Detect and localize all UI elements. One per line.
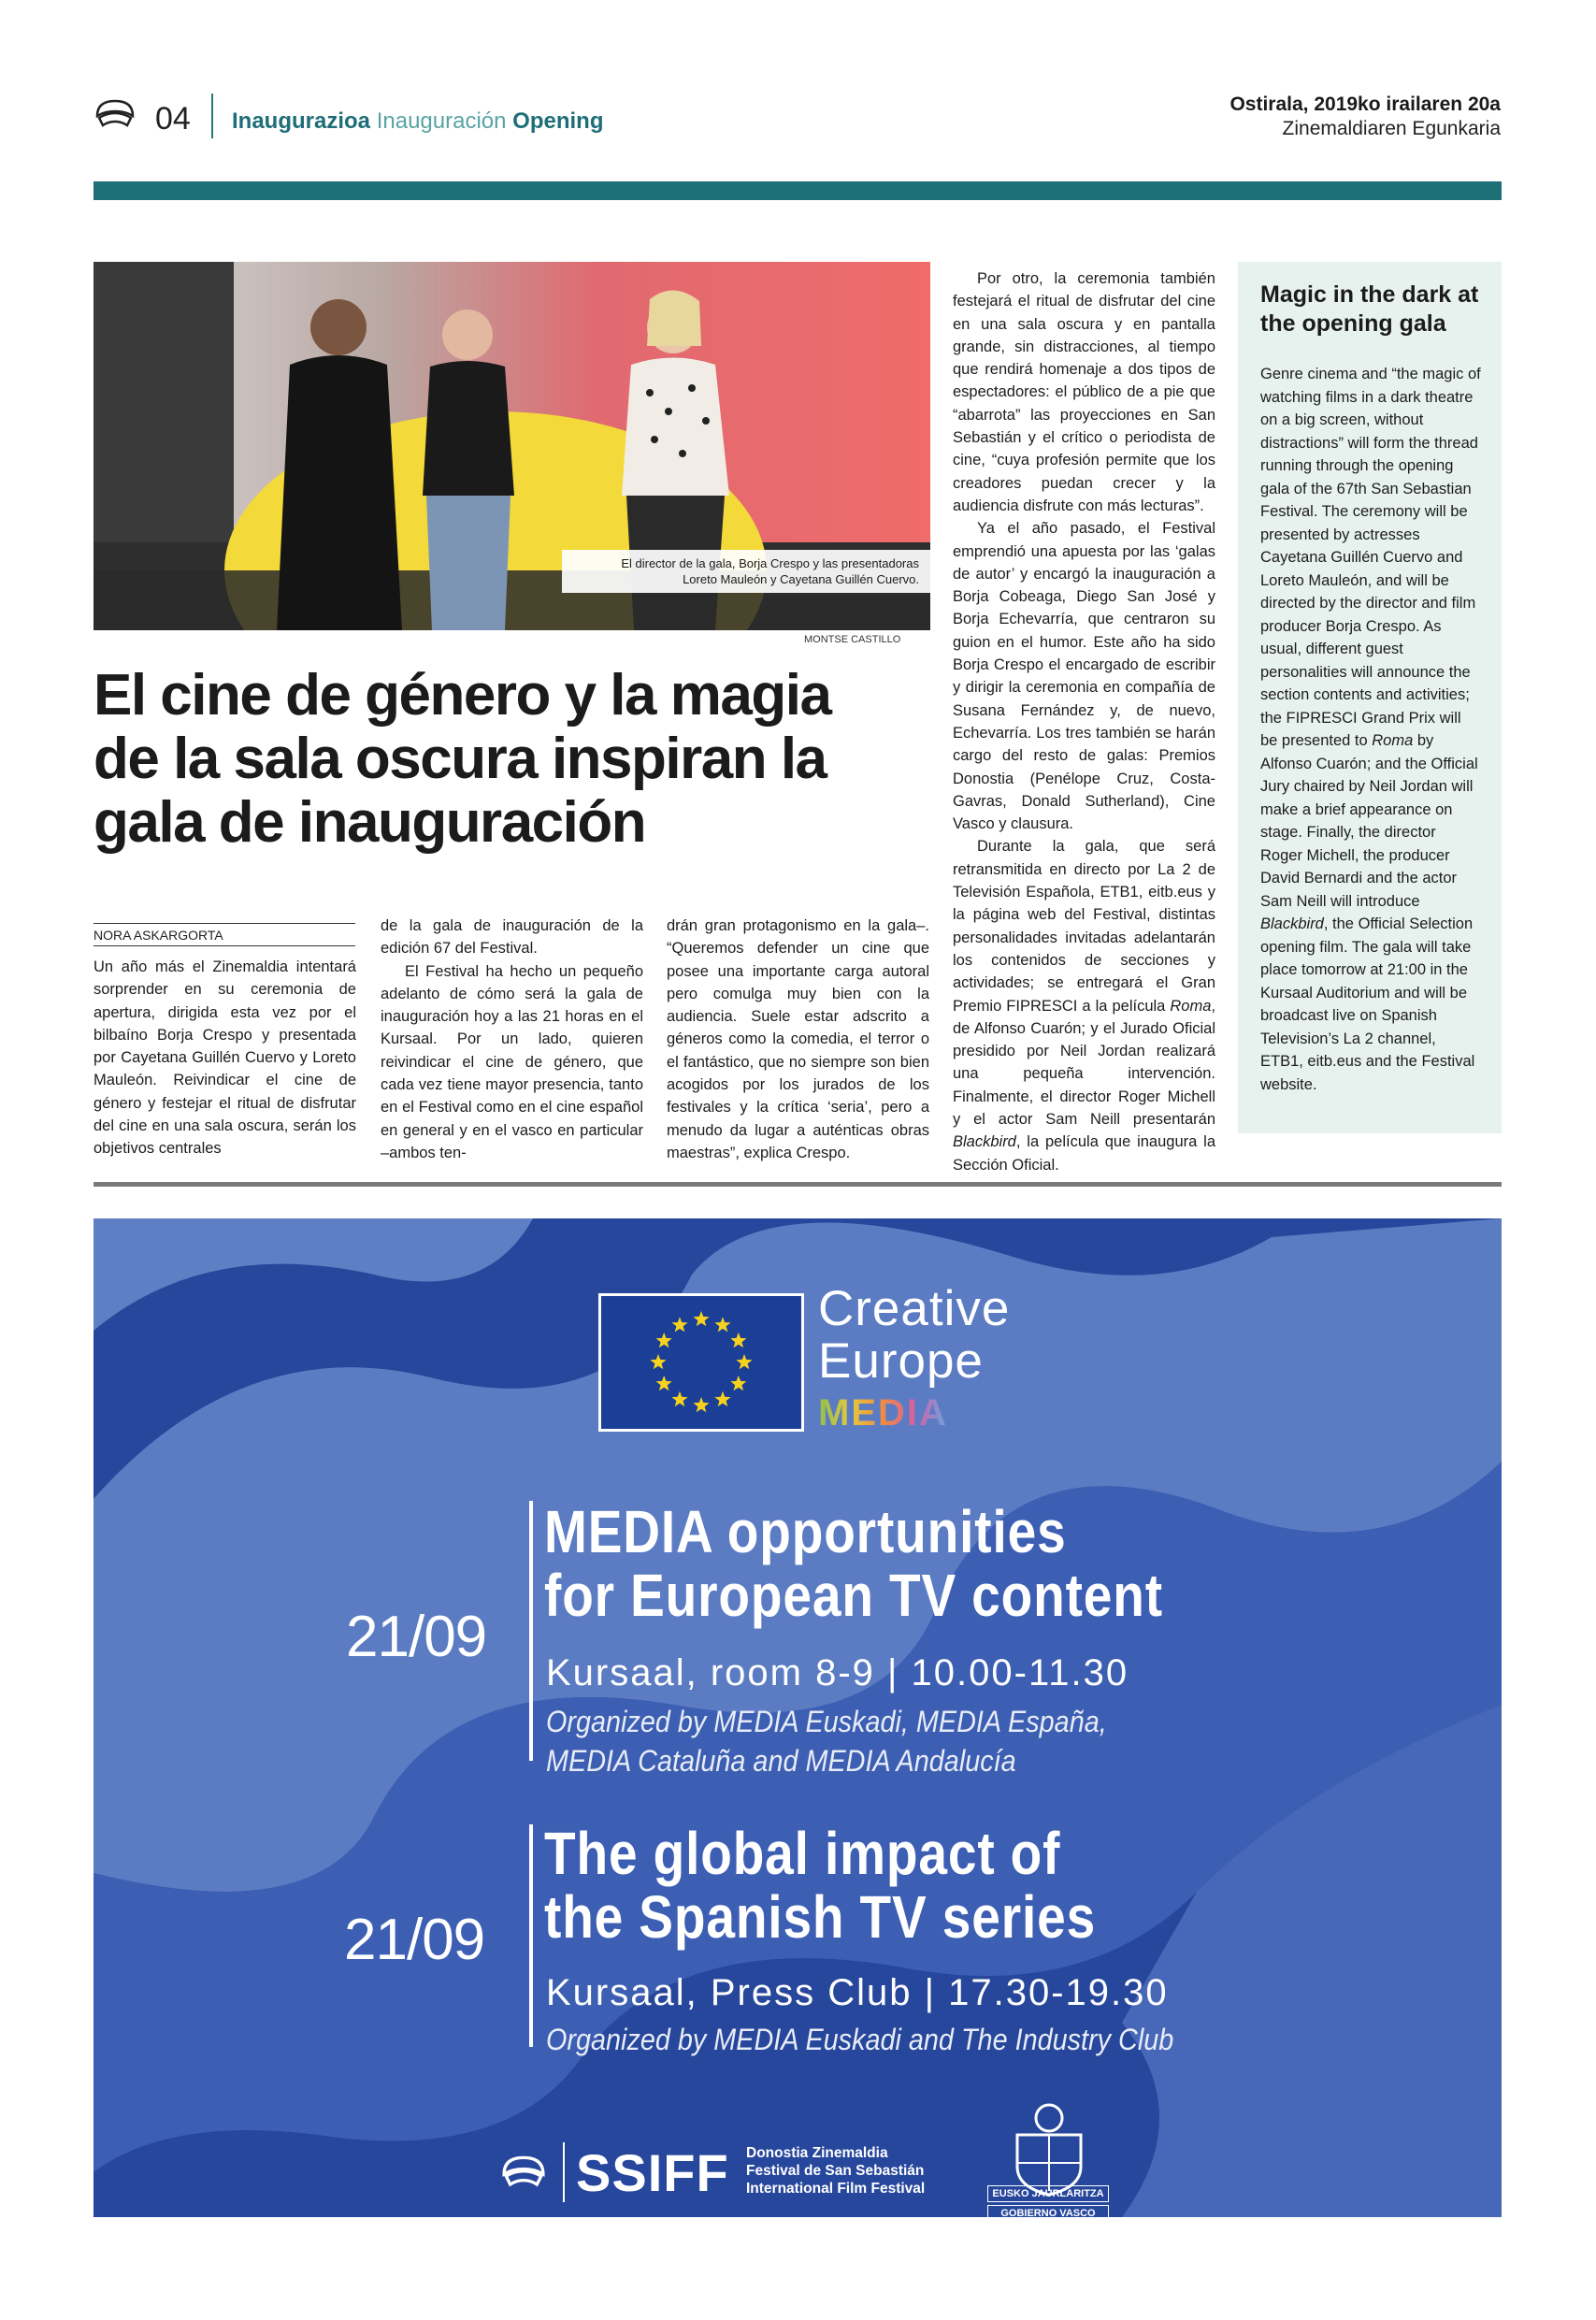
article-column-1 — [93, 956, 356, 1160]
event-2-title-line-1: The global impact of — [544, 1820, 1061, 1887]
event-2-title-line-2: the Spanish TV series — [544, 1883, 1097, 1951]
eu-star-icon — [671, 1391, 687, 1406]
creative-europe-advertisement — [93, 1218, 1502, 2217]
film-title-blackbird: Blackbird — [953, 1133, 1016, 1151]
section-divider — [93, 1182, 1502, 1187]
ssiff-subtitle-3: International Film Festival — [746, 2181, 926, 2197]
section-title — [232, 108, 603, 135]
column-4-para-3 — [953, 835, 1215, 1175]
ssiff-subtitle-2: Festival de San Sebastián — [746, 2163, 925, 2179]
summary-text — [1260, 363, 1481, 1096]
column-4-para-1: Por otro, la ceremonia también festejará el ritual de disfrutar del cine en una sala oscura y en pantalla grande, sin distracciones, al tiempo que rendirá homenaje a dos tipos de espectadores: el público de a pie que “abarrota” las proyecciones en San Sebastián y el crítico o periodista de cine, “cuya profesión permite que los creadores puedan crecer y la audiencia disfrute con más lecturas”. — [953, 270, 1215, 514]
summary-film-blackbird: Blackbird — [1260, 915, 1324, 932]
eu-star-icon — [650, 1354, 666, 1369]
basque-government-label-eu: EUSKO JAURLARITZA — [987, 2185, 1109, 2202]
article-column-2 — [381, 915, 643, 1164]
english-summary-box — [1238, 262, 1502, 1133]
caption-line-2: Loreto Mauleón y Cayetana Guillén Cuervo. — [683, 572, 919, 586]
headline-line-1: El cine de género y la magia — [93, 663, 831, 728]
eu-stars — [601, 1296, 801, 1429]
event-1-title-line-2: for European TV content — [544, 1562, 1163, 1629]
para-3-text-a: Durante la gala, que será retransmitida en directo por La 2 de Televisión Española, ETB1, eitb.eus y la página web del Festival, distintas personalidades invitadas adelantarán los contenidos de secciones y actividades; se entregará el Gran Premio FIPRESCI a la película — [953, 838, 1215, 1015]
photo-caption — [562, 550, 930, 593]
eu-star-icon — [730, 1376, 746, 1391]
eu-flag-icon — [598, 1293, 804, 1432]
photo-credit: MONTSE CASTILLO — [804, 634, 901, 645]
eu-star-icon — [656, 1376, 672, 1391]
eu-star-icon — [714, 1391, 730, 1406]
column-1-text: Un año más el Zinemaldia intentará sorprender en su ceremonia de apertura, dirigida esta vez por el bilbaíno Borja Crespo y presentada por Cayetana Guillén Cuervo y Loreto Mauleón. Reivindicar el cine de género y festejar el ritual de disfrutar del cine en una sala oscura, serán los objetivos centrales — [93, 958, 356, 1158]
header-divider — [211, 94, 213, 138]
event-1-location-time: Kursaal, room 8-9 | 10.00-11.30 — [546, 1652, 1129, 1693]
gala-photo — [93, 262, 930, 630]
headline-line-2: de la sala oscura inspiran la — [93, 727, 827, 791]
para-3-text-c: , la película que inaugura la Sección Oficial. — [953, 1133, 1215, 1174]
column-2-para-1: de la gala de inauguración de la edición 67 del Festival. — [381, 917, 643, 958]
ssiff-wordmark: SSIFF — [576, 2143, 729, 2202]
event-2-date: 21/09 — [344, 1908, 485, 1972]
eu-star-icon — [671, 1317, 687, 1332]
section-en: Opening — [512, 108, 604, 134]
event-2-organizers: Organized by MEDIA Euskadi and The Industry Club — [546, 2023, 1174, 2056]
summary-text-c: , the Official Selection opening film. The gala will take place tomorrow at 21:00 in the Kursaal Auditorium and will be broadcast live on Spanish Television’s La 2 channel, ETB1, eitb.eus and the Festival website. — [1260, 915, 1475, 1093]
ssiff-subtitle-1: Donostia Zinemaldia — [746, 2145, 888, 2161]
event-2-divider — [529, 1824, 533, 2047]
para-3-text-b: , de Alfonso Cuarón; y el Jurado Oficial presidido por Neil Jordan realizará una pequeña intervención. Finalmente, el director Roger Michell y el actor Sam Neill presentarán — [953, 997, 1215, 1128]
event-1-title-line-1: MEDIA opportunities — [544, 1498, 1067, 1565]
section-eu: Inaugurazioa — [232, 108, 371, 134]
creative-europe-line-1: Creative — [818, 1281, 1011, 1336]
ssiff-divider — [563, 2142, 565, 2202]
headline-line-3: gala de inauguración — [93, 790, 646, 855]
section-es: Inauguración — [376, 108, 507, 134]
column-2-para-2: El Festival ha hecho un pequeño adelanto de cómo será la gala de inauguración hoy a las 21 horas en el Kursaal. Por un lado, quieren reivindicar el cine de género, que cada vez tiene mayor presencia, tanto en el Festival como en el cine español en general y en el vasco en particular –ambos ten- — [381, 962, 643, 1161]
article-column-3 — [667, 915, 929, 1164]
film-title-roma: Roma — [1170, 997, 1212, 1015]
event-1-divider — [529, 1501, 533, 1761]
page-number: 04 — [155, 101, 191, 137]
ssiff-subtitle — [746, 2144, 925, 2198]
event-1-organizers-line-1: Organized by MEDIA Euskadi, MEDIA España, — [546, 1705, 1107, 1738]
article-column-4 — [953, 267, 1215, 1176]
ssiff-shell-icon — [497, 2154, 550, 2195]
event-2-location-time: Kursaal, Press Club | 17.30-19.30 — [546, 1972, 1169, 2013]
creative-europe-line-2: Europe — [818, 1333, 984, 1389]
column-4-para-2: Ya el año pasado, el Festival emprendió una apuesta por las ‘galas de autor’ y encargó la inauguración a Borja Cobeaga, Diego San José y Borja Echevarría, que centraron su guion en el humor. Este año ha sido Borja Crespo el encargado de escribir y dirigir la ceremonia en compañía de Susana Fernández y, de nuevo, Echevarría. Los tres también se harán cargo del resto de galas: Premios Donostia (Penélope Cruz, Costa-Gavras, Donald Sutherland), Cine Vasco y clausura. — [953, 520, 1215, 833]
article-headline — [93, 664, 916, 855]
eu-star-icon — [714, 1317, 730, 1332]
header-color-bar — [93, 181, 1502, 200]
festival-shell-icon — [93, 97, 137, 135]
basque-government-label-es: GOBIERNO VASCO — [987, 2205, 1109, 2217]
column-3-text: drán gran protagonismo en la gala–. “Queremos defender un cine que posee una importante carga autoral pero comulga muy bien con la audiencia. Suele estar adscrito a géneros como la comedia, el terror o el fantástico, que no siempre son bien acogidos por los jurados de los festivales y la crítica ‘seria’, pero a menudo da lugar a auténticas obras maestras”, explica Crespo. — [667, 917, 929, 1161]
eu-star-icon — [693, 1311, 709, 1326]
summary-title: Magic in the dark at the opening gala — [1260, 281, 1479, 337]
publication-name: Zinemaldiaren Egunkaria — [1282, 118, 1501, 139]
summary-text-a: Genre cinema and “the magic of watching films in a dark theatre on a big screen, without distractions” will form the thread running through the opening gala of the 67th San Sebastian Festival. The ceremony will be presented by actresses Cayetana Guillén Cuervo and Loreto Mauleón, and will be directed by the director and film producer Borja Crespo. As usual, different guest personalities will announce the section contents and activities; the FIPRESCI Grand Prix will be presented to — [1260, 366, 1481, 749]
summary-text-b: by Alfonso Cuarón; and the Official Jury chaired by Neil Jordan will make a brief appearance on stage. Finally, the director Roger Michell, the producer David Bernardi and the actor Sam Neill will introduce — [1260, 732, 1478, 910]
eu-star-icon — [730, 1333, 746, 1347]
event-1-organizers-line-2: MEDIA Cataluña and MEDIA Andalucía — [546, 1744, 1016, 1778]
media-logo-text: MEDIA — [818, 1392, 948, 1434]
event-1-date: 21/09 — [346, 1605, 487, 1669]
summary-film-roma: Roma — [1372, 732, 1414, 749]
eu-star-icon — [693, 1397, 709, 1412]
eu-star-icon — [656, 1333, 672, 1347]
issue-date: Ostirala, 2019ko irailaren 20a — [1229, 94, 1501, 115]
eu-star-icon — [736, 1354, 752, 1369]
caption-line-1: El director de la gala, Borja Crespo y las presentadoras — [621, 556, 919, 570]
byline: NORA ASKARGORTA — [93, 923, 355, 946]
